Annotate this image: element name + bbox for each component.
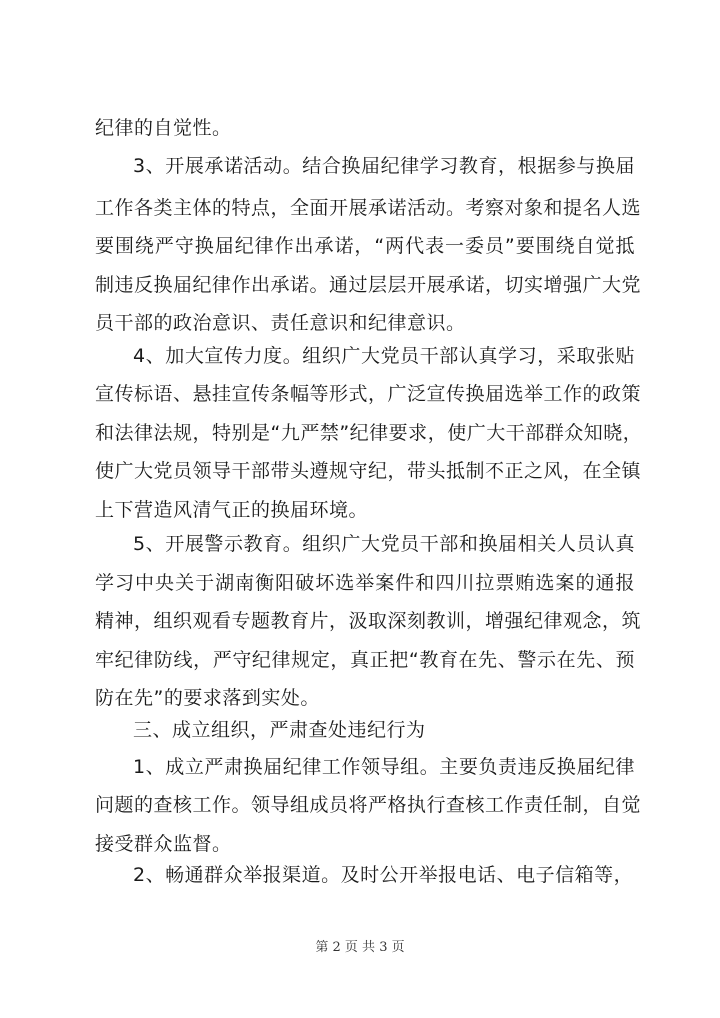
paragraph-line: 学习中央关于湖南衡阳破坏选举案件和四川拉票贿选案的通报: [95, 572, 635, 594]
paragraph-line: 和法律法规，特别是“九严禁”纪律要求，使广大干部群众知晓，: [95, 422, 643, 444]
paragraph-line: 接受群众监督。: [95, 833, 232, 855]
page-number-footer: 第 2 页 共 3 页: [315, 940, 405, 955]
paragraph-line: 1、成立严肃换届纪律工作领导组。主要负责违反换届纪律: [133, 756, 635, 778]
paragraph-line: 精神，组织观看专题教育片，汲取深刻教训，增强纪律观念，筑: [95, 610, 642, 632]
paragraph-line: 防在先”的要求落到实处。: [95, 687, 320, 709]
paragraph-line: 工作各类主体的特点，全面开展承诺活动。考察对象和提名人选: [95, 197, 642, 219]
paragraph-line: 宣传标语、悬挂宣传条幅等形式，广泛宣传换届选举工作的政策: [95, 383, 642, 405]
paragraph-line: 2、畅通群众举报渠道。及时公开举报电话、电子信箱等，: [133, 864, 634, 886]
section-heading: 三、成立组织，严肃查处违纪行为: [133, 719, 426, 741]
paragraph-line: 3、开展承诺活动。结合换届纪律学习教育，根据参与换届: [133, 155, 635, 177]
paragraph-line: 4、加大宣传力度。组织广大党员干部认真学习，采取张贴: [133, 345, 635, 367]
paragraph-line: 制违反换届纪律作出承诺。通过层层开展承诺，切实增强广大党: [95, 274, 642, 296]
paragraph-line: 牢纪律防线，严守纪律规定，真正把“教育在先、警示在先、预: [95, 649, 635, 671]
paragraph-line: 员干部的政治意识、责任意识和纪律意识。: [95, 312, 466, 334]
paragraph-line: 上下营造风清气正的换届环境。: [95, 499, 369, 521]
paragraph-line: 纪律的自觉性。: [95, 117, 232, 139]
paragraph-line: 要围绕严守换届纪律作出承诺，“两代表一委员”要围绕自觉抵: [95, 235, 635, 257]
paragraph-line: 问题的查核工作。领导组成员将严格执行查核工作责任制，自觉: [95, 794, 642, 816]
paragraph-line: 使广大党员领导干部带头遵规守纪，带头抵制不正之风，在全镇: [95, 460, 642, 482]
paragraph-line: 5、开展警示教育。组织广大党员干部和换届相关人员认真: [133, 533, 635, 555]
